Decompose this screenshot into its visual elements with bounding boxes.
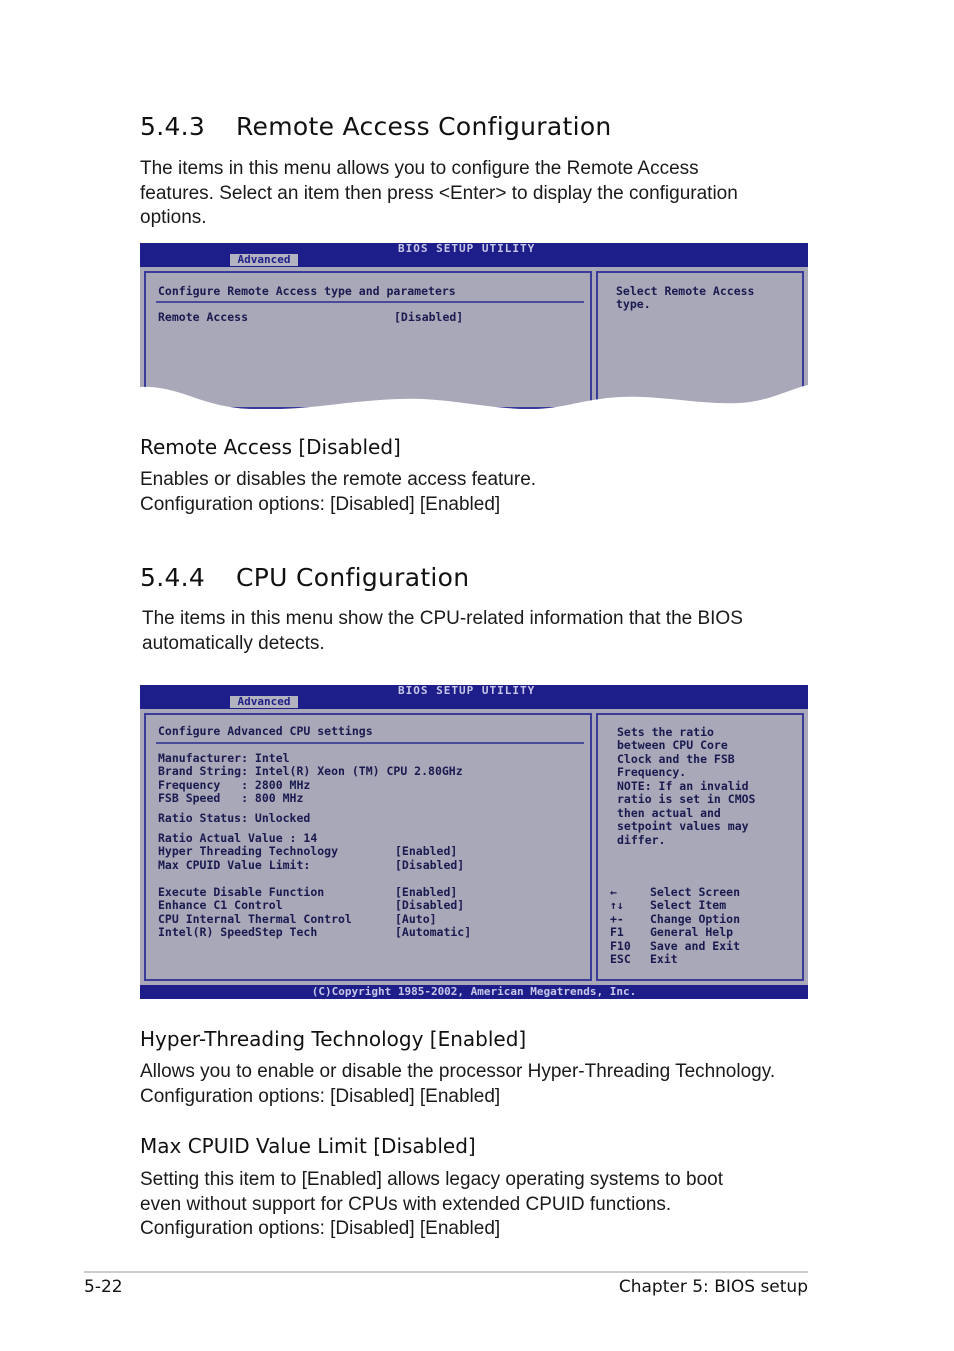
key-label: +- [610, 912, 624, 926]
description-line: Configuration options: [Disabled] [Enabled] [140, 1085, 501, 1107]
description-line: Configuration options: [Disabled] [Enabled] [140, 493, 501, 515]
description-line: Allows you to enable or disable the processor Hyper-Threading Technology. [140, 1061, 776, 1082]
intro-line: features. Select an item then press <Enter> to display the configuration [140, 182, 738, 204]
execute-disable-value[interactable]: [Enabled] [395, 885, 458, 899]
bios-body [140, 709, 808, 985]
remote-access-label[interactable]: Remote Access [158, 310, 249, 324]
key-label: F10 [610, 939, 631, 953]
enhance-c1-value[interactable]: [Disabled] [395, 898, 465, 912]
bios-divider [156, 301, 584, 303]
intro-line: The items in this menu allows you to configure the Remote Access [140, 158, 699, 179]
description-line: Setting this item to [Enabled] allows legacy operating systems to boot [140, 1169, 723, 1190]
description-line: Enables or disables the remote access feature. [140, 469, 537, 490]
brand-string-info: Brand String: Intel(R) Xeon (TM) CPU 2.80GHz [158, 764, 463, 778]
bios-main-panel [144, 713, 592, 981]
bios-screenshot-remote-access [140, 243, 808, 409]
speedstep-label[interactable]: Intel(R) SpeedStep Tech [158, 925, 318, 939]
up-down-arrows-icon: ↑↓ [610, 898, 624, 912]
hyper-threading-value[interactable]: [Enabled] [395, 844, 458, 858]
speedstep-value[interactable]: [Automatic] [395, 925, 472, 939]
torn-edge [140, 379, 808, 419]
key-label: F1 [610, 925, 624, 939]
enhance-c1-label[interactable]: Enhance C1 Control [158, 898, 283, 912]
footer-rule [84, 1271, 808, 1273]
bios-divider [156, 742, 584, 744]
key-desc: Save and Exit [650, 939, 741, 953]
help-line: setpoint values may [617, 819, 749, 833]
remote-access-value[interactable]: [Disabled] [394, 310, 464, 324]
intro-line: automatically detects. [142, 632, 325, 654]
bios-copyright-bar: (C)Copyright 1985-2002, American Megatrends, Inc. [140, 985, 808, 999]
thermal-control-value[interactable]: [Auto] [395, 912, 437, 926]
section-title: CPU Configuration [236, 563, 470, 592]
section-number: 5.4.3 [140, 112, 206, 141]
help-line: Frequency. [617, 765, 687, 779]
hyper-threading-subheading: Hyper-Threading Technology [Enabled] [140, 1027, 527, 1051]
remote-access-subheading: Remote Access [Disabled] [140, 435, 401, 459]
intro-line: options. [140, 207, 207, 228]
help-line: type. [616, 297, 651, 311]
description-line: even without support for CPUs with extended CPUID functions. [140, 1193, 672, 1215]
help-line: Sets the ratio [617, 725, 714, 739]
section-heading-remote-access [140, 112, 612, 141]
help-line: Select Remote Access [616, 284, 755, 298]
bios-help-panel [596, 713, 804, 981]
help-line: between CPU Core [617, 738, 728, 752]
bios-screenshot-cpu [140, 685, 808, 999]
execute-disable-label[interactable]: Execute Disable Function [158, 885, 325, 899]
help-line: differ. [617, 833, 666, 847]
fsb-speed-info: FSB Speed : 800 MHz [158, 791, 304, 805]
bios-title: BIOS SETUP UTILITY [398, 242, 536, 255]
left-arrow-icon: ← [610, 885, 617, 899]
thermal-control-label[interactable]: CPU Internal Thermal Control [158, 912, 352, 926]
intro-line: The items in this menu show the CPU-related information that the BIOS [142, 608, 743, 629]
key-label: ESC [610, 952, 631, 966]
bios-header [140, 685, 808, 709]
description-line: Configuration options: [Disabled] [Enabled] [140, 1218, 501, 1239]
bios-title: BIOS SETUP UTILITY [398, 684, 536, 697]
max-cpuid-description [140, 1168, 820, 1242]
key-desc: Change Option [650, 912, 741, 926]
frequency-info: Frequency : 2800 MHz [158, 778, 311, 792]
bios-tab-advanced[interactable]: Advanced [230, 254, 298, 266]
bios-panel-heading: Configure Remote Access type and parameters [158, 284, 456, 298]
key-desc: General Help [650, 925, 734, 939]
section-title: Remote Access Configuration [236, 112, 612, 141]
ratio-actual-info: Ratio Actual Value : 14 [158, 831, 318, 845]
bios-header [140, 243, 808, 267]
max-cpuid-value[interactable]: [Disabled] [395, 858, 465, 872]
max-cpuid-label[interactable]: Max CPUID Value Limit: [158, 858, 311, 872]
hyper-threading-label[interactable]: Hyper Threading Technology [158, 844, 339, 858]
section-heading-cpu [140, 563, 469, 592]
bios-tab-advanced[interactable]: Advanced [230, 696, 298, 708]
cpu-intro [142, 607, 822, 656]
ratio-status-info: Ratio Status: Unlocked [158, 811, 311, 825]
help-line: NOTE: If an invalid [617, 779, 749, 793]
remote-access-description [140, 468, 820, 517]
key-desc: Exit [650, 952, 678, 966]
help-line: Clock and the FSB [617, 752, 735, 766]
max-cpuid-subheading: Max CPUID Value Limit [Disabled] [140, 1134, 476, 1158]
section-number: 5.4.4 [140, 563, 206, 592]
help-line: ratio is set in CMOS [617, 792, 756, 806]
page-number: 5-22 [84, 1277, 123, 1297]
bios-panel-heading: Configure Advanced CPU settings [158, 724, 373, 738]
manufacturer-info: Manufacturer: Intel [158, 751, 290, 765]
chapter-label: Chapter 5: BIOS setup [618, 1277, 808, 1297]
help-line: then actual and [617, 806, 721, 820]
hyper-threading-description [140, 1060, 820, 1109]
key-desc: Select Screen [650, 885, 741, 899]
remote-access-intro [140, 157, 820, 231]
key-desc: Select Item [650, 898, 727, 912]
